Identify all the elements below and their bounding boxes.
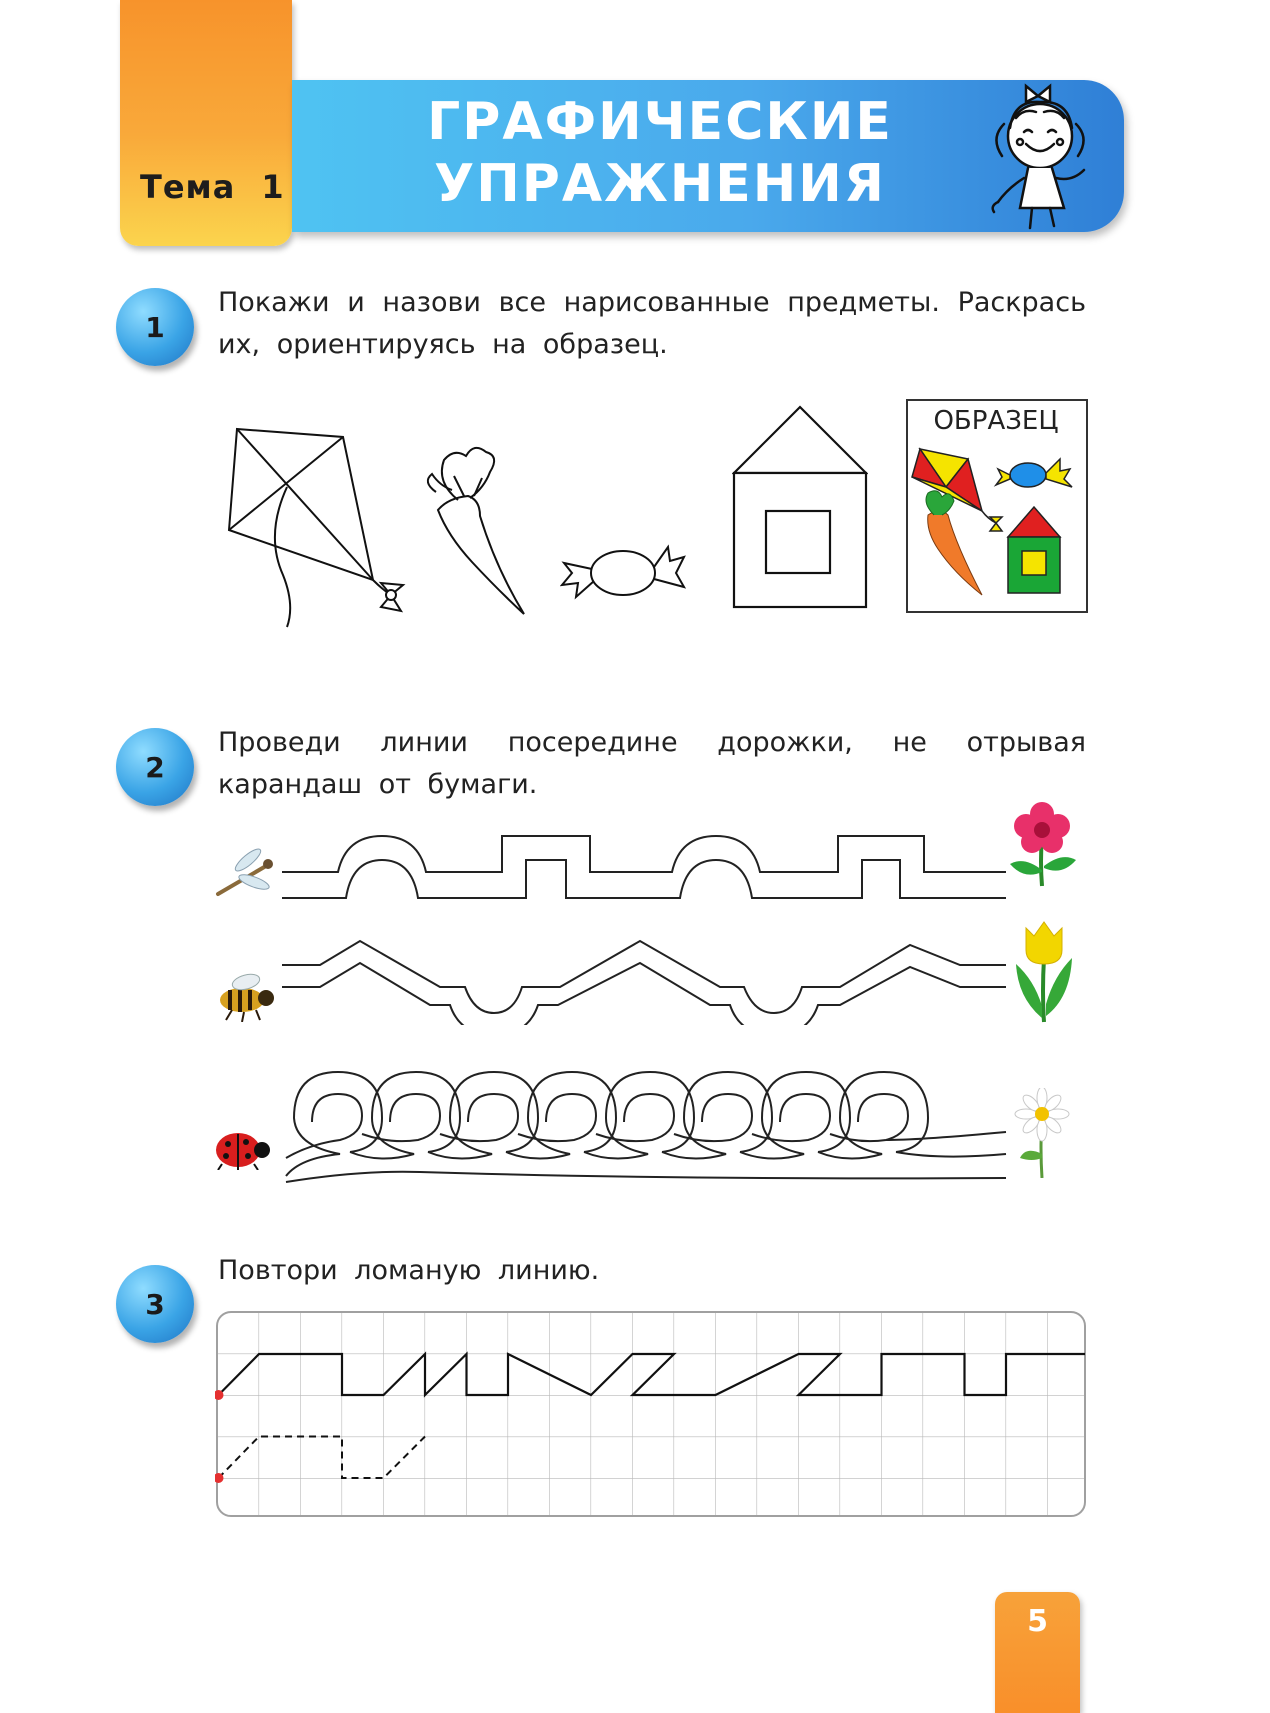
bee-icon <box>212 970 280 1022</box>
task-number-3: 3 <box>116 1265 194 1343</box>
girl-mascot-icon <box>980 78 1100 236</box>
tulip-icon <box>1012 918 1076 1024</box>
page-number: 5 <box>1027 1604 1048 1639</box>
sample-title: ОБРАЗЕЦ <box>933 406 1059 436</box>
task-3-text: Повтори ломаную линию. <box>218 1255 600 1286</box>
theme-tab <box>120 0 292 246</box>
red-flower-icon <box>1004 800 1080 888</box>
sample-colored-pictures <box>910 445 1082 605</box>
task-number-2: 2 <box>116 728 194 806</box>
candy-icon <box>560 533 686 609</box>
page-title-line2: УПРАЖНЕНИЯ <box>434 154 886 214</box>
dragonfly-icon <box>210 846 280 906</box>
task-1-text: Покажи и назови все нарисованные предметы. Раскрась их, ориентируясь на образец. <box>218 287 1086 360</box>
house-icon <box>732 405 868 610</box>
carrot-icon <box>418 438 528 618</box>
daisy-icon <box>1012 1088 1072 1178</box>
task-2-text: Проведи линии посередине дорожки, не отрывая карандаш от бумаги. <box>218 727 1086 800</box>
trace-path-1 <box>280 826 1010 906</box>
trace-path-3 <box>280 1068 1020 1186</box>
kite-icon <box>225 425 425 630</box>
theme-label: Тема 1 <box>140 168 285 206</box>
trace-path-2 <box>280 935 1010 1025</box>
task-number-1: 1 <box>116 288 194 366</box>
grid-exercise <box>215 1310 1087 1520</box>
ladybug-icon <box>212 1128 272 1170</box>
page-title-line1: ГРАФИЧЕСКИЕ <box>427 92 893 152</box>
